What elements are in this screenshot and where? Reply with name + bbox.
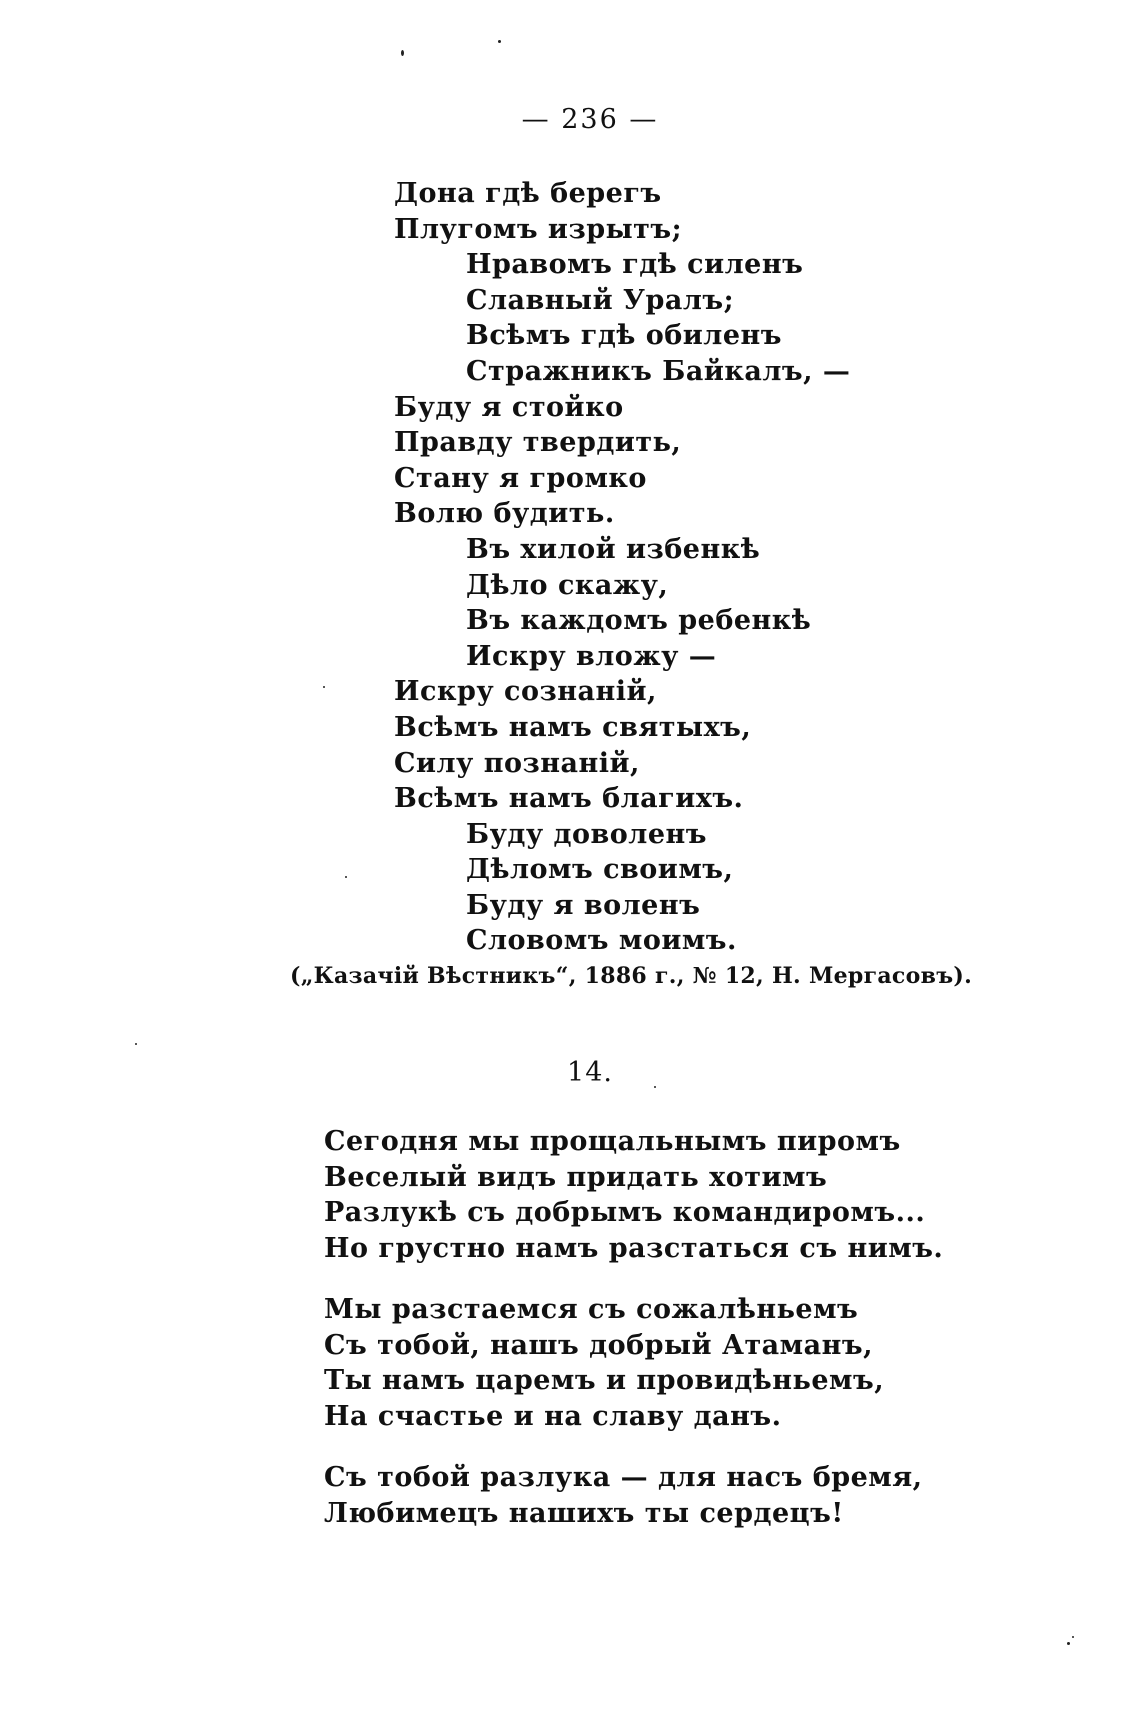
source-citation: („Казачій Вѣстникъ“, 1886 г., № 12, Н. Мергасовъ). <box>290 963 973 989</box>
poem-line: Стану я громко <box>394 462 647 494</box>
poem-14-stanza-2 <box>324 1292 884 1434</box>
poem-line: Съ тобой разлука — для насъ бремя, <box>324 1462 923 1493</box>
poem-line: Дѣломъ своимъ, <box>466 854 734 886</box>
poem-line: Съ тобой, нашъ добрый Атаманъ, <box>324 1329 873 1361</box>
poem-line: Ты намъ царемъ и провидѣньемъ, <box>324 1365 885 1396</box>
poem-line: Словомъ моимъ. <box>466 925 737 957</box>
poem-line: Славный Уралъ; <box>466 284 735 316</box>
scan-speck <box>498 40 501 43</box>
poem-line: Всѣмъ намъ святыхъ, <box>394 711 752 743</box>
poem-line: Разлукѣ съ добрымъ командиромъ... <box>324 1197 926 1228</box>
scan-speck <box>1067 1642 1070 1645</box>
poem-line: Дѣло скажу, <box>466 569 669 601</box>
poem-line: Въ хилой избенкѣ <box>466 533 761 565</box>
poem-line: Плугомъ изрытъ; <box>394 213 683 245</box>
poem-line: Но грустно намъ разстаться съ нимъ. <box>324 1232 944 1264</box>
poem-line: Буду я воленъ <box>466 889 701 921</box>
poem-line: Силу познаній, <box>394 747 640 779</box>
scan-speck <box>345 876 347 878</box>
scan-speck <box>1072 1636 1074 1638</box>
poem-line: Въ каждомъ ребенкѣ <box>466 605 812 637</box>
scan-speck <box>135 1043 137 1045</box>
poem-14-stanza-1 <box>324 1124 943 1266</box>
poem-line: Правду твердить, <box>394 427 682 459</box>
poem-line: Любимецъ нашихъ ты сердецъ! <box>324 1497 844 1529</box>
poem-line: Волю будить. <box>394 498 615 530</box>
poem-line: Стражникъ Байкалъ, — <box>466 355 851 387</box>
poem-line: Буду я стойко <box>394 391 624 423</box>
poem-line: Искру вложу — <box>466 640 717 672</box>
poem-14-stanza-3 <box>324 1460 923 1531</box>
poem-line: Искру сознаній, <box>394 676 657 708</box>
poem-line: Веселый видъ придать хотимъ <box>324 1161 828 1193</box>
poem-line: Дона гдѣ берегъ <box>394 178 662 209</box>
scan-speck <box>323 686 325 688</box>
poem-line: Нравомъ гдѣ силенъ <box>466 249 804 281</box>
poem-continuation <box>394 176 850 959</box>
page-number: — 236 — <box>521 104 659 135</box>
poem-line: На счастье и на славу данъ. <box>324 1400 782 1432</box>
poem-line: Сегодня мы прощальнымъ пиромъ <box>324 1126 901 1157</box>
poem-line: Всѣмъ намъ благихъ. <box>394 783 744 815</box>
poem-line: Буду доволенъ <box>466 818 707 850</box>
scan-speck <box>654 1086 656 1088</box>
section-number: 14. <box>567 1057 613 1088</box>
poem-line: Мы разстаемся съ сожалѣньемъ <box>324 1294 859 1325</box>
scan-speck <box>401 50 404 56</box>
poem-line: Всѣмъ гдѣ обиленъ <box>466 320 782 352</box>
